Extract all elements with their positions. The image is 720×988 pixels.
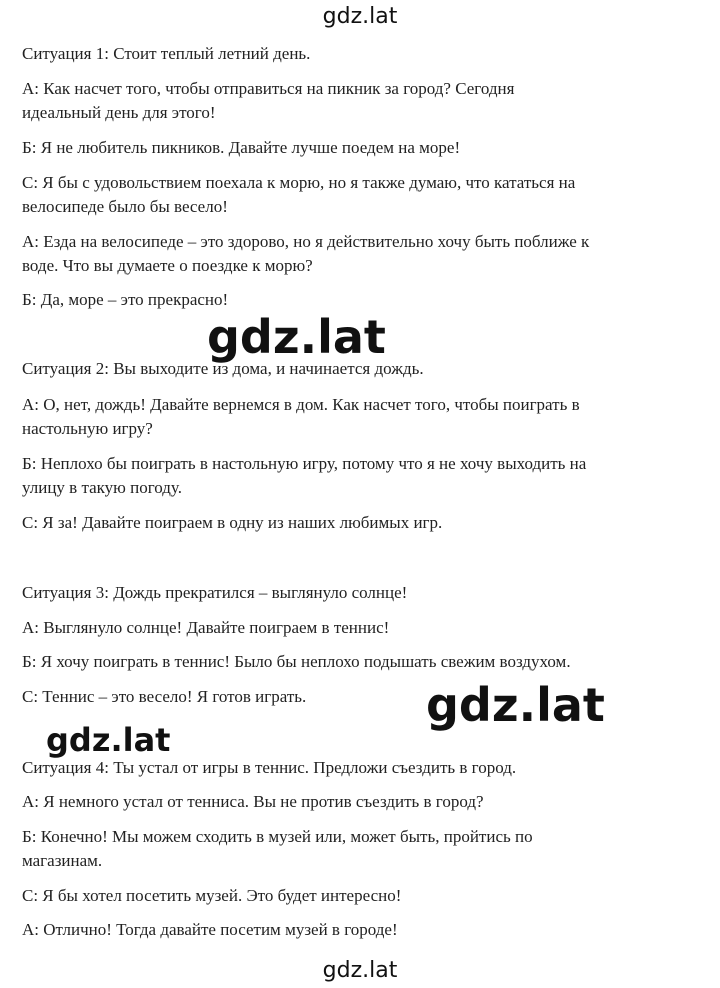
text-line: А: Езда на велосипеде – это здорово, но я действительно хочу быть поближе к xyxy=(22,232,590,251)
text-line: улицу в такую погоду. xyxy=(22,478,182,497)
situation-3-heading: Ситуация 3: Дождь прекратился – выглянуло солнце! xyxy=(22,583,408,602)
text-line: С: Я за! Давайте поиграем в одну из наших любимых игр. xyxy=(22,513,443,532)
text-line: идеальный день для этого! xyxy=(22,103,216,122)
text-line: А: О, нет, дождь! Давайте вернемся в дом. Как насчет того, чтобы поиграть в xyxy=(22,395,580,414)
text-line: А: Как насчет того, чтобы отправиться на пикник за город? Сегодня xyxy=(22,79,515,98)
watermark-medium: gdz.lat xyxy=(46,721,171,759)
watermark-top: gdz.lat xyxy=(322,4,398,29)
text-line: настольную игру? xyxy=(22,419,153,438)
watermark-bottom: gdz.lat xyxy=(322,958,398,983)
text-line: Б: Я хочу поиграть в теннис! Было бы неплохо подышать свежим воздухом. xyxy=(22,652,571,671)
text-line: А: Отлично! Тогда давайте посетим музей в городе! xyxy=(22,920,398,939)
situation-4-heading: Ситуация 4: Ты устал от игры в теннис. Предложи съездить в город. xyxy=(22,758,517,777)
text-line: С: Я бы с удовольствием поехала к морю, но я также думаю, что кататься на xyxy=(22,173,576,192)
situation-2-heading: Ситуация 2: Вы выходите из дома, и начинается дождь. xyxy=(22,359,424,378)
text-line: воде. Что вы думаете о поездке к морю? xyxy=(22,256,313,275)
watermark-large-1: gdz.lat xyxy=(207,310,386,364)
text-line: Б: Я не любитель пикников. Давайте лучше поедем на море! xyxy=(22,138,461,157)
situation-1-heading: Ситуация 1: Стоит теплый летний день. xyxy=(22,44,311,63)
text-line: С: Я бы хотел посетить музей. Это будет интересно! xyxy=(22,886,402,905)
text-line: Б: Неплохо бы поиграть в настольную игру, потому что я не хочу выходить на xyxy=(22,454,587,473)
watermark-large-2: gdz.lat xyxy=(426,678,605,732)
text-line: С: Теннис – это весело! Я готов играть. xyxy=(22,687,307,706)
text-line: магазинам. xyxy=(22,851,103,870)
text-line: Б: Конечно! Мы можем сходить в музей или, может быть, пройтись по xyxy=(22,827,533,846)
text-line: А: Выглянуло солнце! Давайте поиграем в теннис! xyxy=(22,618,390,637)
text-line: велосипеде было бы весело! xyxy=(22,197,228,216)
text-line: Б: Да, море – это прекрасно! xyxy=(22,290,229,309)
text-line: А: Я немного устал от тенниса. Вы не против съездить в город? xyxy=(22,792,484,811)
